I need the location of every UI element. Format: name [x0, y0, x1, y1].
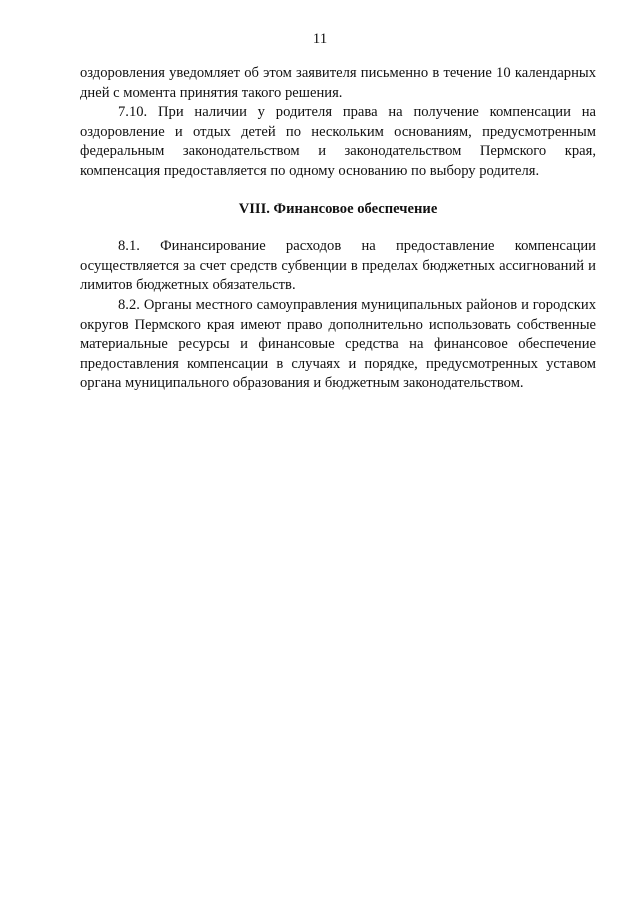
- document-body: [80, 64, 596, 394]
- paragraph-8-2: 8.2. Органы местного самоуправления муниципальных районов и городских округов Пермского края имеют право дополнительно использовать собственные материальные ресурсы и финансовые средства на финансовое обеспечение предоставления компенсации в случаях и порядке, предусмотренных уставом органа муниципального образования и бюджетным законодательством.: [80, 296, 596, 392]
- paragraph-8-1: 8.1. Финансирование расходов на предоставление компенсации осуществляется за счет средств субвенции в пределах бюджетных ассигнований и лимитов бюджетных обязательств.: [80, 238, 596, 294]
- section-heading: VIII. Финансовое обеспечение: [238, 200, 438, 217]
- paragraph-continuation: оздоровления уведомляет об этом заявителя письменно в течение 10 календарных дней с момента принятия такого решения.: [80, 65, 596, 101]
- page-number: 11: [312, 31, 328, 47]
- paragraph-7-10: 7.10. При наличии у родителя права на получение компенсации на оздоровление и отдых детей по нескольким основаниям, предусмотренным федеральным законодательством и законодательством Пермского края, компенсация предоставляется по одному основанию по выбору родителя.: [80, 104, 596, 179]
